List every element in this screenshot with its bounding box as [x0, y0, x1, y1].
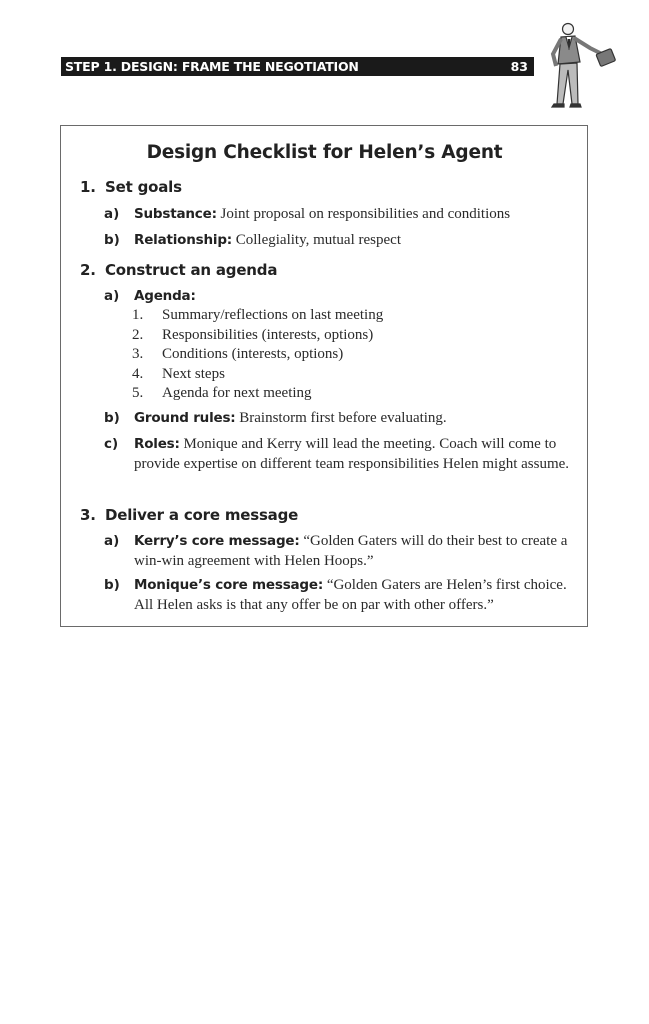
- checklist-item: a) Substance: Joint proposal on responsibilities and conditions: [104, 206, 511, 222]
- agenda-step: 1. Summary/reflections on last meeting: [132, 307, 384, 323]
- checklist-item: c) Roles: Monique and Kerry will lead the meeting. Coach will come to provide expertise on different team responsibilities Helen might assume.: [104, 436, 570, 472]
- checklist-item: a) Agenda:: [104, 288, 196, 304]
- agenda-step: 4. Next steps: [132, 366, 225, 382]
- checklist-item: b) Monique’s core message: “Golden Gaters are Helen’s first choice. All Helen asks is that any offer be on par with other offers.”: [104, 577, 567, 613]
- running-header: [61, 57, 534, 76]
- checklist-title: Design Checklist for Helen’s Agent: [146, 142, 503, 163]
- agenda-step: 3. Conditions (interests, options): [132, 346, 344, 362]
- checklist-item: a) Kerry’s core message: “Golden Gaters will do their best to create a win-win agreement with Helen Hoops.”: [104, 533, 568, 569]
- section-heading: 1. Set goals: [80, 178, 182, 196]
- checklist-item: b) Ground rules: Brainstorm first before evaluating.: [104, 410, 447, 426]
- businessman-illustration: [544, 18, 622, 110]
- agenda-step: 2. Responsibilities (interests, options): [132, 327, 374, 343]
- section-heading: 2. Construct an agenda: [80, 261, 278, 279]
- checklist-item: b) Relationship: Collegiality, mutual respect: [104, 232, 401, 248]
- agenda-step: 5. Agenda for next meeting: [132, 385, 312, 401]
- page-number: 83: [510, 59, 528, 74]
- section-heading: 3. Deliver a core message: [80, 506, 299, 524]
- chapter-title: STEP 1. DESIGN: FRAME THE NEGOTIATION: [65, 59, 359, 74]
